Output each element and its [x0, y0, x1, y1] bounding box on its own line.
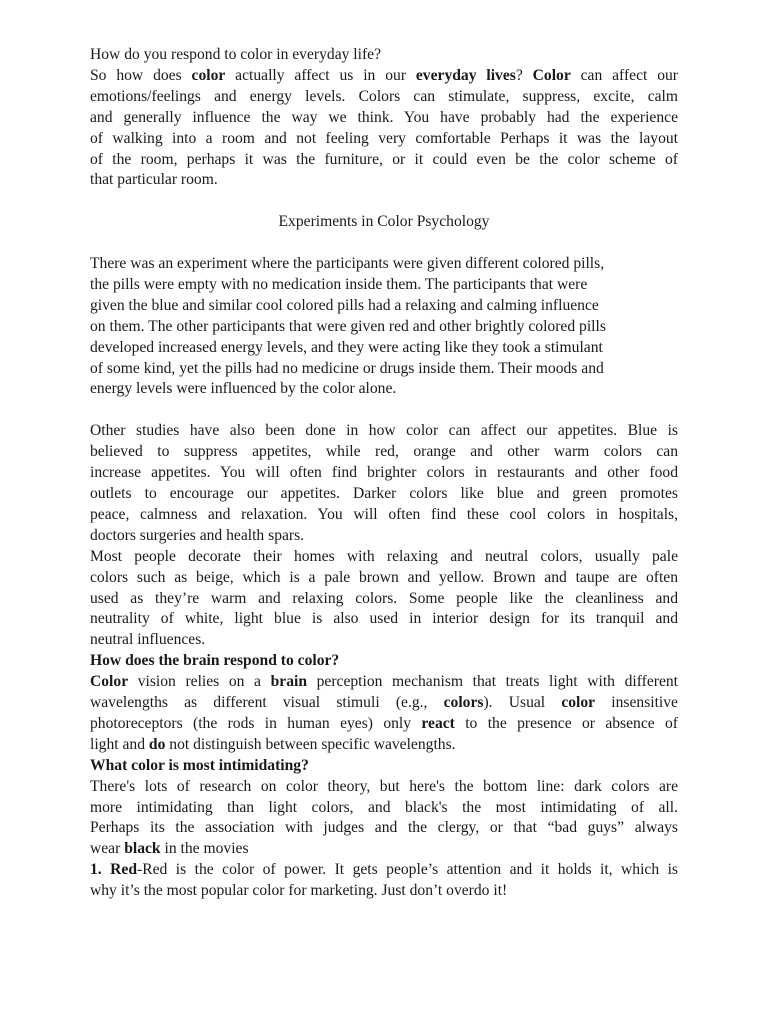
paragraph-line: and generally influence the way we think. You have probably had the experience [90, 108, 678, 126]
paragraph-line: of the room, perhaps it was the furniture, or it could even be the color scheme of [90, 150, 678, 168]
intro-question: How do you respond to color in everyday life? [90, 46, 382, 63]
paragraph-line: more intimidating than light colors, and black's the most intimidating of all. [90, 798, 678, 816]
paragraph-line: neutrality of white, light blue is also used in interior design for its tranquil and [90, 610, 678, 628]
blank-line [90, 191, 678, 212]
paragraph-line: There's lots of research on color theory, but here's the bottom line: dark colors are [90, 777, 678, 795]
paragraph-line: developed increased energy levels, and they were acting like they took a stimulant [90, 338, 603, 356]
paragraph-line: of some kind, yet the pills had no medicine or drugs inside them. Their moods and [90, 359, 604, 377]
paragraph-line: photoreceptors (the rods in human eyes) only react to the presence or absence of [90, 714, 679, 732]
paragraph-home-decor [90, 547, 678, 652]
paragraph-line: Perhaps its the association with judges and the clergy, or that “bad guys” always [90, 819, 678, 837]
paragraph-line: of walking into a room and not feeling very comfortable Perhaps it was the layout [90, 129, 678, 147]
paragraph-line: So how does color actually affect us in our everyday lives? Color can affect our [90, 66, 678, 84]
paragraph-line: 1. Red-Red is the color of power. It gets people’s attention and it holds it, which is [90, 861, 678, 879]
blank-line [90, 400, 678, 421]
paragraph-line: Other studies have also been done in how color can affect our appetites. Blue is [90, 422, 678, 440]
paragraph-pill-experiment [90, 254, 678, 400]
paragraph-line: Color vision relies on a brain perception mechanism that treats light with different [90, 673, 678, 691]
paragraph-line: used as they’re warm and relaxing colors. Some people like the cleanliness and [90, 589, 678, 607]
blank-line [90, 233, 678, 254]
paragraph-color-everyday [90, 66, 678, 191]
paragraph-line: peace, calmness and relaxation. You will often find these cool colors in hospitals, [90, 505, 678, 523]
paragraph-line: given the blue and similar cool colored pills had a relaxing and calming influence [90, 296, 599, 314]
paragraph-line: colors such as beige, which is a pale brown and yellow. Brown and taupe are often [90, 568, 678, 586]
section-title: Experiments in Color Psychology [278, 213, 490, 231]
paragraph-line: doctors surgeries and health spars. [90, 526, 305, 544]
paragraph-appetites [90, 421, 678, 546]
heading-intimidating-color: What color is most intimidating? [90, 756, 309, 774]
paragraph-intimidating [90, 777, 678, 861]
paragraph-line: light and do not distinguish between specific wavelengths. [90, 735, 456, 753]
paragraph-line: that particular room. [90, 171, 218, 189]
paragraph-line: wear black in the movies [90, 840, 249, 858]
paragraph-line: the pills were empty with no medication inside them. The participants that were [90, 275, 588, 293]
paragraph-brain-perception [90, 672, 678, 756]
paragraph-line: increase appetites. You will often find brighter colors in restaurants and other food [90, 464, 678, 482]
paragraph-line: wavelengths as different visual stimuli (e.g., colors). Usual color insensitive [90, 694, 678, 712]
paragraph-line: why it’s the most popular color for marketing. Just don’t overdo it! [90, 882, 508, 900]
paragraph-line: energy levels were influenced by the color alone. [90, 380, 397, 398]
paragraph-line: Most people decorate their homes with relaxing and neutral colors, usually pale [90, 547, 678, 565]
heading-brain-response: How does the brain respond to color? [90, 652, 340, 670]
paragraph-red [90, 860, 678, 902]
paragraph-line: There was an experiment where the participants were given different colored pills, [90, 255, 605, 273]
paragraph-line: believed to suppress appetites, while red, orange and other warm colors can [90, 443, 678, 461]
paragraph-line: outlets to encourage our appetites. Darker colors like blue and green promotes [90, 484, 678, 502]
paragraph-line: neutral influences. [90, 631, 206, 649]
paragraph-line: emotions/feelings and energy levels. Colors can stimulate, suppress, excite, calm [90, 87, 678, 105]
document-body [90, 45, 678, 902]
paragraph-line: on them. The other participants that were given red and other brightly colored pills [90, 317, 606, 335]
